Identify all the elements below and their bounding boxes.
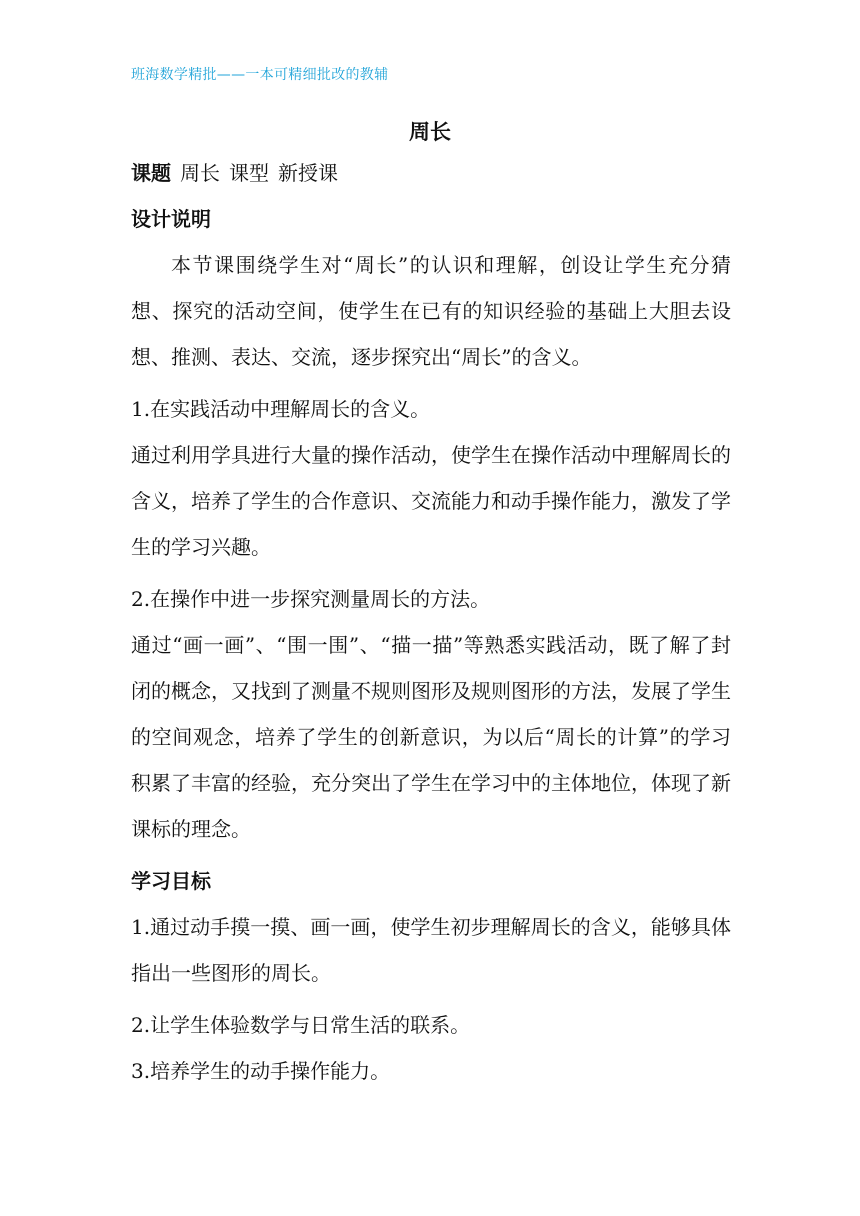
page-header: 班海数学精批——一本可精细批改的教辅	[131, 67, 389, 83]
design-intro: 本节课围绕学生对“周长”的认识和理解，创设让学生充分猜想、探究的活动空间，使学生在已有的知识经验的基础上大胆去设想、推测、表达、交流，逐步探究出“周长”的含义。	[131, 253, 731, 369]
document-title: 周长	[409, 120, 451, 144]
goal-item-1: 1.通过动手摸一摸、画一画，使学生初步理解周长的含义，能够具体指出一些图形的周长。	[131, 915, 731, 985]
goal-item-3: 3.培养学生的动手操作能力。	[131, 1059, 391, 1083]
type-label: 课型	[229, 161, 269, 185]
goals-heading: 学习目标	[131, 869, 211, 893]
design-heading: 设计说明	[131, 207, 211, 231]
design-point1-title: 1.在实践活动中理解周长的含义。	[131, 397, 431, 421]
document-body	[131, 156, 731, 1100]
goal-item-2: 2.让学生体验数学与日常生活的联系。	[131, 1013, 471, 1037]
design-point2-body: 通过“画一画”、“围一围”、“描一描”等熟悉实践活动，既了解了封闭的概念，又找到了测量不规则图形及规则图形的方法，发展了学生的空间观念，培养了学生的创新意识，为以后“周长的计算”的学习积累了丰富的经验，充分突出了学生在学习中的主体地位，体现了新课标的理念。	[131, 633, 731, 841]
topic-value: 周长	[180, 161, 220, 185]
type-value: 新授课	[278, 161, 338, 185]
design-point2-title: 2.在操作中进一步探究测量周长的方法。	[131, 587, 491, 611]
design-point1-body: 通过利用学具进行大量的操作活动，使学生在操作活动中理解周长的含义，培养了学生的合作意识、交流能力和动手操作能力，激发了学生的学习兴趣。	[131, 443, 731, 559]
topic-label: 课题	[131, 161, 171, 185]
lesson-meta	[131, 156, 731, 190]
